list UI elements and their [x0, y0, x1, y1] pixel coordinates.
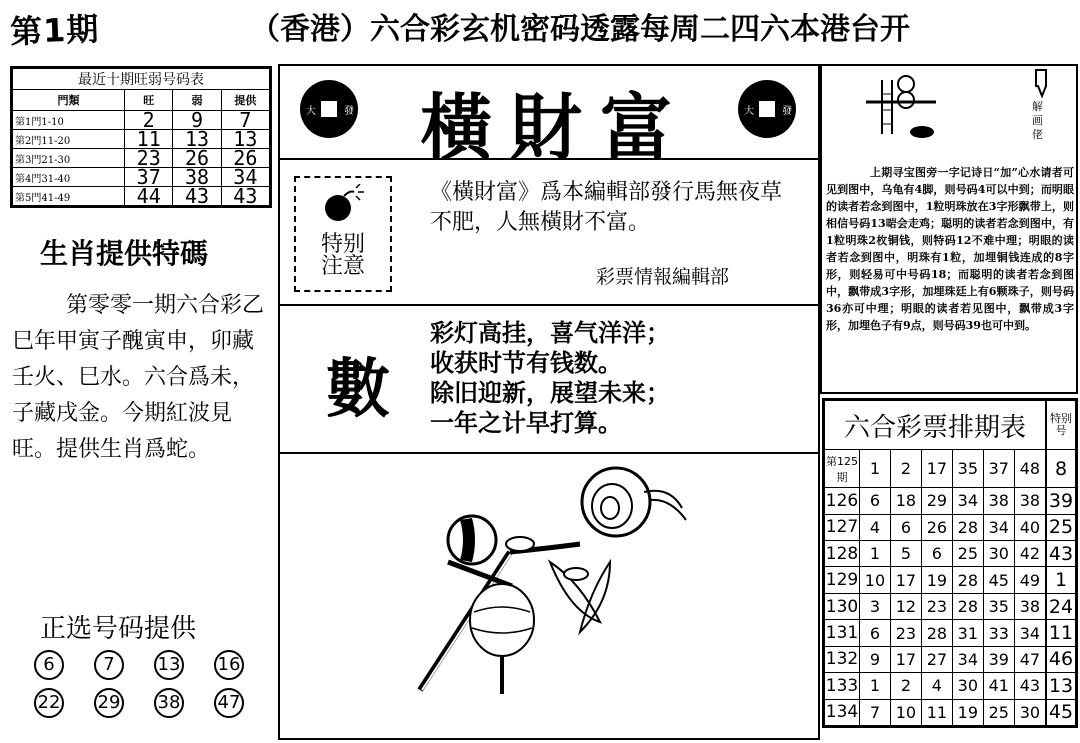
- draw-number: 4: [921, 673, 952, 699]
- draw-number: 6: [921, 541, 952, 567]
- draw-number: 47: [1014, 646, 1046, 672]
- trend-header: 門類: [13, 90, 125, 111]
- draw-number: 34: [952, 646, 983, 672]
- draw-number: 17: [890, 567, 921, 593]
- draw-number: 35: [952, 450, 983, 488]
- draw-number: 48: [1014, 450, 1046, 488]
- coin-char: 發: [344, 106, 354, 117]
- draw-period: 127: [825, 514, 860, 540]
- draw-special-number: 1: [1046, 567, 1076, 593]
- trend-cell: 11: [125, 130, 173, 149]
- riddle-text: 上期寻宝图旁一字记诗日“加”心水请者可见到图中，乌龟有4脚，则号码4可以中到；而明眼的读者若念到图中，1粒明珠放在3字形飘带上，则相信号码13啱会走鸡；聪明的读者若念到图中，有1粒明珠2枚铜钱，则特码12不难中理；明眼的读者若念到图中，明珠有1粒，加埋铜钱连成的8字形，则轻易可中号码18；而聪明的读者若念到图中，飘带成3字形，加埋珠廷上有6颗珠子，则号码36亦可中理；明眼的读者若见图中，飘带成3字形，加埋色子有9点，则号码39也可中到。: [826, 166, 1074, 332]
- draw-number: 27: [921, 646, 952, 672]
- trend-row: [13, 187, 270, 206]
- draw-number: 1: [860, 541, 891, 567]
- draw-number: 40: [1014, 514, 1046, 540]
- draw-row: [825, 673, 1076, 699]
- trend-cell: 34: [221, 168, 269, 187]
- coin-char: 大: [744, 106, 754, 117]
- draw-row: [825, 488, 1076, 514]
- draw-number: 4: [860, 514, 891, 540]
- notice-text: 《橫財富》爲本編輯部發行馬無夜草不肥，人無橫財不富。: [430, 180, 783, 235]
- draw-schedule-table: [822, 398, 1078, 728]
- trend-row-label: 第5門41-49: [13, 187, 125, 206]
- draw-number: 17: [921, 450, 952, 488]
- pick-ball: 16: [214, 650, 244, 680]
- draw-period: 128: [825, 541, 860, 567]
- draw-number: 34: [952, 488, 983, 514]
- poem-line: 除旧迎新，展望未来；: [430, 378, 670, 407]
- coin-icon: [300, 80, 358, 138]
- headline: （香港）六合彩玄机密码透露每周二四六本港台开: [250, 12, 910, 47]
- draw-number: 12: [890, 593, 921, 619]
- trend-row-label: 第1門1-10: [13, 111, 125, 130]
- draw-number: 17: [890, 646, 921, 672]
- pick-ball: 47: [214, 688, 244, 718]
- draw-number: 28: [952, 567, 983, 593]
- trend-cell: 9: [173, 111, 221, 130]
- draw-number: 6: [860, 488, 891, 514]
- draw-period: 131: [825, 620, 860, 646]
- draw-row: [825, 567, 1076, 593]
- trend-cell: 13: [173, 130, 221, 149]
- draw-row: [825, 646, 1076, 672]
- draw-special-number: 39: [1046, 488, 1076, 514]
- draw-number: 25: [952, 541, 983, 567]
- draw-number: 26: [921, 514, 952, 540]
- draw-special-number: 25: [1046, 514, 1076, 540]
- draw-number: 34: [983, 514, 1014, 540]
- pick-ball: 38: [154, 688, 184, 718]
- draw-special-header: 特别号: [1046, 401, 1076, 450]
- trend-cell: 37: [125, 168, 173, 187]
- draw-number: 28: [921, 620, 952, 646]
- draw-number: 23: [890, 620, 921, 646]
- draw-number: 19: [952, 699, 983, 725]
- pick-ball: 29: [94, 688, 124, 718]
- draw-period: 第125期: [825, 450, 860, 488]
- draw-number: 6: [890, 514, 921, 540]
- pick-ball: 7: [94, 650, 124, 680]
- notice-signature: 彩票情報編輯部: [596, 266, 730, 288]
- draw-number: 28: [952, 514, 983, 540]
- trend-table-caption: 最近十期旺弱号码表: [13, 69, 270, 90]
- trend-row-label: 第2門11-20: [13, 130, 125, 149]
- draw-number: 30: [1014, 699, 1046, 725]
- draw-number: 3: [860, 593, 891, 619]
- draw-special-number: 11: [1046, 620, 1076, 646]
- coin-char: 發: [782, 106, 792, 117]
- zodiac-text: 第零零一期六合彩乙巳年甲寅子醜寅申，卯藏壬火、巳水。六合爲未，子藏戌金。今期紅波見旺。提供生肖爲蛇。: [12, 293, 265, 462]
- draw-number: 10: [860, 567, 891, 593]
- draw-number: 7: [860, 699, 891, 725]
- draw-number: 37: [983, 450, 1014, 488]
- trend-cell: 7: [221, 111, 269, 130]
- draw-number: 38: [983, 488, 1014, 514]
- draw-number: 29: [921, 488, 952, 514]
- draw-special-number: 8: [1046, 450, 1076, 488]
- draw-number: 42: [1014, 541, 1046, 567]
- draw-number: 45: [983, 567, 1014, 593]
- pointing-hand-icon: [1032, 68, 1050, 98]
- trend-header: 弱: [173, 90, 221, 111]
- zodiac-title: 生肖提供特碼: [40, 237, 209, 270]
- trend-cell: 43: [221, 187, 269, 206]
- issue-number: 第1期: [9, 9, 101, 52]
- draw-row: [825, 699, 1076, 725]
- draw-number: 39: [983, 646, 1014, 672]
- draw-number: 38: [1014, 593, 1046, 619]
- draw-special-number: 46: [1046, 646, 1076, 672]
- draw-table-title: 六合彩票排期表: [825, 401, 1047, 450]
- draw-number: 43: [1014, 673, 1046, 699]
- draw-number: 2: [890, 450, 921, 488]
- draw-special-number: 43: [1046, 541, 1076, 567]
- trend-row-label: 第3門21-30: [13, 149, 125, 168]
- paper-title: 橫財富: [419, 85, 690, 170]
- draw-number: 38: [1014, 488, 1046, 514]
- draw-number: 49: [1014, 567, 1046, 593]
- draw-number: 2: [890, 673, 921, 699]
- draw-number: 18: [890, 488, 921, 514]
- puzzle-illustration: [400, 462, 700, 702]
- riddle-sketch-icon: [846, 70, 1006, 142]
- pick-ball: 22: [34, 688, 64, 718]
- trend-cell: 2: [125, 111, 173, 130]
- draw-number: 33: [983, 620, 1014, 646]
- draw-number: 30: [952, 673, 983, 699]
- draw-number: 31: [952, 620, 983, 646]
- draw-number: 11: [921, 699, 952, 725]
- trend-header: 提供: [221, 90, 269, 111]
- trend-cell: 26: [173, 149, 221, 168]
- draw-special-number: 45: [1046, 699, 1076, 725]
- draw-row: [825, 541, 1076, 567]
- trend-header: 旺: [125, 90, 173, 111]
- coin-icon: [738, 80, 796, 138]
- draw-number: 28: [952, 593, 983, 619]
- draw-special-number: 13: [1046, 673, 1076, 699]
- riddle-label: 解画佬: [1032, 100, 1043, 141]
- draw-number: 19: [921, 567, 952, 593]
- poem-line: 收获时节有钱数。: [430, 348, 622, 377]
- poem-line: 一年之计早打算。: [430, 408, 622, 437]
- draw-number: 1: [860, 450, 891, 488]
- draw-special-number: 24: [1046, 593, 1076, 619]
- trend-cell: 43: [173, 187, 221, 206]
- poem-line: 彩灯高挂，喜气洋洋；: [430, 318, 670, 347]
- notice-label-line1: 特别: [320, 232, 365, 257]
- draw-row: [825, 593, 1076, 619]
- trend-cell: 38: [173, 168, 221, 187]
- draw-number: 23: [921, 593, 952, 619]
- pick-ball: 6: [34, 650, 64, 680]
- big-character: 數: [326, 352, 390, 427]
- draw-period: 132: [825, 646, 860, 672]
- draw-number: 35: [983, 593, 1014, 619]
- draw-period: 129: [825, 567, 860, 593]
- draw-period: 133: [825, 673, 860, 699]
- draw-number: 1: [860, 673, 891, 699]
- trend-cell: 44: [125, 187, 173, 206]
- draw-number: 34: [1014, 620, 1046, 646]
- draw-number: 9: [860, 646, 891, 672]
- draw-row: [825, 620, 1076, 646]
- draw-number: 41: [983, 673, 1014, 699]
- draw-row: [825, 514, 1076, 540]
- trend-row-label: 第4門31-40: [13, 168, 125, 187]
- trend-cell: 26: [221, 149, 269, 168]
- draw-row: [825, 450, 1076, 488]
- trend-cell: 23: [125, 149, 173, 168]
- draw-number: 5: [890, 541, 921, 567]
- coin-char: 大: [306, 106, 316, 117]
- pick-ball: 13: [154, 650, 184, 680]
- draw-number: 30: [983, 541, 1014, 567]
- draw-number: 6: [860, 620, 891, 646]
- notice-label-line2: 注意: [320, 254, 365, 279]
- draw-number: 10: [890, 699, 921, 725]
- trend-table: [10, 66, 272, 208]
- notice-label: [294, 234, 392, 278]
- draw-period: 130: [825, 593, 860, 619]
- draw-period: 126: [825, 488, 860, 514]
- draw-period: 134: [825, 699, 860, 725]
- picks-title: 正选号码提供: [40, 614, 197, 644]
- bomb-icon: [320, 184, 364, 224]
- poem: [430, 318, 810, 438]
- draw-table-body: [825, 450, 1076, 726]
- trend-cell: 13: [221, 130, 269, 149]
- draw-number: 25: [983, 699, 1014, 725]
